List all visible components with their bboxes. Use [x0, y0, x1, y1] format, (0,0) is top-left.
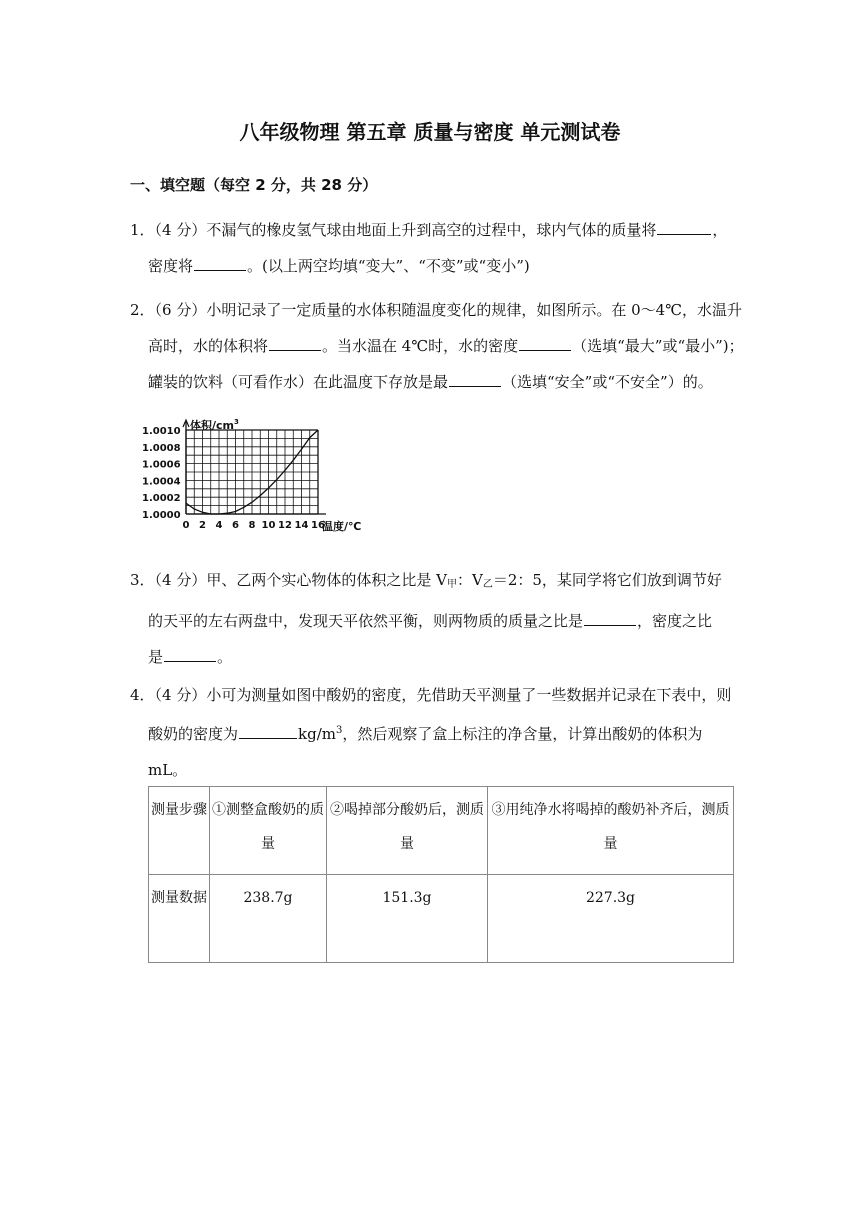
y-tick-label: 1.0008 — [142, 442, 181, 454]
table-header-cell: ③用纯净水将喝掉的酸奶补齐后，测质量 — [488, 787, 734, 875]
unit-superscript: 3 — [335, 725, 343, 736]
table-cell: 227.3g — [488, 875, 734, 963]
answer-blank — [269, 332, 321, 351]
q1-text: 密度将 — [148, 257, 194, 275]
q4-text: 酸奶的密度为 — [148, 725, 239, 743]
density-unit: kg/m — [298, 725, 336, 743]
volume-temperature-chart — [140, 418, 390, 542]
q2-text: 罐装的饮料（可看作水）在此温度下存放是最 — [148, 373, 449, 391]
answer-blank — [164, 643, 216, 662]
q2-text: 。当水温在 4℃时，水的密度 — [322, 337, 519, 355]
table-row — [149, 875, 734, 963]
table-header-cell: ②喝掉部分酸奶后，测质量 — [327, 787, 488, 875]
q3-text: ：V — [456, 571, 483, 589]
answer-blank — [194, 252, 246, 271]
x-tick-label: 6 — [232, 520, 239, 531]
table-row — [149, 787, 734, 875]
table-header-cell: 测量步骤 — [149, 787, 210, 875]
x-tick-label: 2 — [199, 520, 206, 531]
y-tick-label: 1.0010 — [142, 426, 181, 437]
q3-text: 的天平的左右两盘中，发现天平依然平衡，则两物质的质量之比是 — [148, 612, 584, 630]
y-tick-label: 1.0004 — [142, 476, 181, 488]
q2-text: 高时，水的体积将 — [148, 337, 269, 355]
y-tick-label: 1.0000 — [142, 510, 181, 521]
x-tick-label: 4 — [215, 520, 223, 531]
x-tick-label: 8 — [248, 520, 256, 531]
table-cell: 238.7g — [210, 875, 327, 963]
answer-blank — [449, 368, 501, 387]
q1-text: 。(以上两空均填“变大”、“不变”或“变小”) — [247, 257, 530, 275]
question-2 — [130, 292, 744, 400]
y-tick-label: 1.0002 — [142, 493, 181, 505]
subscript-jia: 甲 — [446, 579, 457, 590]
y-axis-label-superscript: 3 — [234, 418, 239, 426]
q4-text: 4．（4 分）小可为测量如图中酸奶的密度，先借助天平测量了一些数据并记录在下表中，则 — [130, 686, 732, 704]
q3-text: 3．（4 分）甲、乙两个实心物体的体积之比是 V — [130, 571, 447, 589]
table-cell: 测量数据 — [149, 875, 210, 963]
answer-blank — [657, 216, 711, 235]
y-axis-label: 体积/cm — [190, 419, 234, 432]
table-header-cell: ①测整盒酸奶的质量 — [210, 787, 327, 875]
subscript-yi: 乙 — [482, 579, 493, 590]
x-tick-label: 10 — [261, 520, 276, 531]
x-axis-label: 温度/℃ — [322, 520, 362, 533]
q3-text: 。 — [217, 648, 233, 666]
question-3 — [130, 562, 734, 675]
q1-text: ， — [712, 221, 728, 239]
x-tick-label: 12 — [278, 520, 292, 531]
answer-blank — [584, 607, 636, 626]
q4-text: ，然后观察了盒上标注的净含量，计算出酸奶的体积为 — [342, 725, 703, 743]
q3-text: 是 — [148, 648, 164, 666]
x-tick-label: 14 — [294, 520, 309, 531]
answer-blank — [519, 332, 571, 351]
page-title: 八年级物理 第五章 质量与密度 单元测试卷 — [239, 120, 621, 144]
question-4 — [130, 677, 734, 788]
q1-text: 1．（4 分）不漏气的橡皮氢气球由地面上升到高空的过程中，球内气体的质量将 — [130, 221, 657, 239]
x-tick-label: 16 — [311, 520, 325, 531]
q4-text: mL。 — [148, 761, 188, 779]
q3-text: ＝2：5，某同学将它们放到调节好 — [492, 571, 722, 589]
x-tick-label: 0 — [182, 520, 190, 531]
y-tick-label: 1.0006 — [142, 459, 181, 471]
q2-text: 2．（6 分）小明记录了一定质量的水体积随温度变化的规律，如图所示。在 0～4℃，水温升 — [130, 301, 742, 319]
section-heading: 一、填空题（每空 2 分，共 28 分） — [130, 176, 378, 194]
question-1 — [130, 212, 734, 284]
table-cell: 151.3g — [327, 875, 488, 963]
q3-text: ，密度之比 — [637, 612, 713, 630]
answer-blank — [239, 720, 297, 739]
q2-text: （选填“最大”或“最小”)； — [572, 337, 744, 355]
q2-text: （选填“安全”或“不安全”）的。 — [502, 373, 713, 391]
measurement-table — [148, 786, 734, 963]
